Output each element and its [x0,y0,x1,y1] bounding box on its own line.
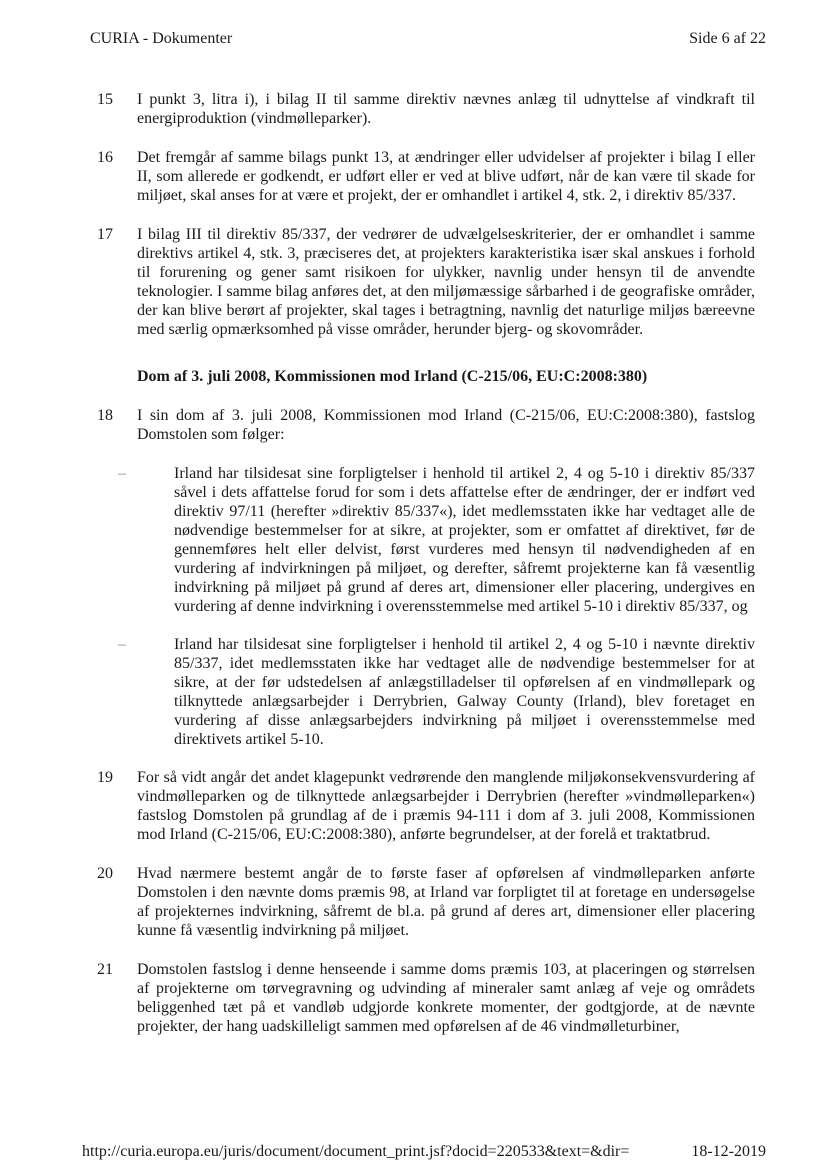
paragraph-19 [97,768,755,844]
paragraph-number: 15 [97,91,113,108]
paragraph-text: I sin dom af 3. juli 2008, Kommissionen mod Irland (C-215/06, EU:C:2008:380), fastslog Domstolen som følger: [137,407,755,443]
indent-item-2 [97,635,755,749]
paragraph-17 [97,225,755,339]
paragraph-number: 20 [97,865,113,882]
paragraph-text: Hvad nærmere bestemt angår de to første faser af opførelsen af vindmølleparken anførte Domstolen i den nævnte doms præmis 98, at Irland var forpligtet til at foretage en undersøgelse af projekternes indvirkning, såfremt de bl.a. på grund af deres art, dimensioner eller placering kunne få væsentlig indvirkning på miljøet. [137,865,755,939]
paragraph-number: 16 [97,149,113,166]
print-date: 18-12-2019 [691,1143,766,1160]
paragraph-20 [97,864,755,940]
paragraph-text: I punkt 3, litra i), i bilag II til samme direktiv nævnes anlæg til udnyttelse af vindkraft til energiproduktion (vindmølleparker). [137,91,755,127]
paragraph-text: Det fremgår af samme bilags punkt 13, at ændringer eller udvidelser af projekter i bilag I eller II, som allerede er godkendt, er udført eller er ved at blive udført, når de kan være til skade for miljøet, skal anses for at være et projekt, der er omhandlet i artikel 4, stk. 2, i direktiv 85/337. [137,149,755,204]
section-heading: Dom af 3. juli 2008, Kommissionen mod Irland (C-215/06, EU:C:2008:380) [137,368,648,385]
paragraph-15 [97,90,755,128]
paragraph-text: Domstolen fastslog i denne henseende i samme doms præmis 103, at placeringen og størrelsen af projekterne om tørvegravning og udvinding af mineraler samt anlæg af veje og områdets beliggenhed tæt på et vandløb udgjorde konkrete momenter, der godtgjorde, at de nævnte projekter, der hang uadskilleligt sammen med opførelsen af de 46 vindmølleturbiner, [137,961,755,1035]
paragraph-16 [97,148,755,205]
paragraph-text: For så vidt angår det andet klagepunkt vedrørende den manglende miljøkonsekvensvurdering af vindmølleparken og de tilknyttede anlægsarbejder i Derrybrien (herefter »vindmølleparken«) fastslog Domstolen på grundlag af de i præmis 94-111 i dom af 3. juli 2008, Kommissionen mod Irland (C-215/06, EU:C:2008:380), anførte begrundelser, at der forelå et traktatbrud. [137,769,755,843]
dash-bullet: – [118,636,126,653]
indent-item-1 [97,464,755,616]
indent-text: Irland har tilsidesat sine forpligtelser i henhold til artikel 2, 4 og 5-10 i direktiv 85/337 såvel i dets affattelse forud for som i dets affattelse efter de ændringer, der er indført ved direktiv 97/11 (herefter »direktiv 85/337«), idet medlemsstaten ikke har vedtaget alle de nødvendige bestemmelser for at sikre, at projekter, som er omfattet af direktivet, før de gennemføres helt eller delvist, først vurderes med hensyn til nødvendigheden af en vurdering af indvirkningen på miljøet, og derefter, såfremt projekterne kan få væsentlig indvirkning på miljøet på grund af deres art, dimensioner eller placering, undergives en vurdering af denne indvirkning i overensstemmelse med artikel 5-10 i direktiv 85/337, og [174,465,755,615]
indent-text: Irland har tilsidesat sine forpligtelser i henhold til artikel 2, 4 og 5-10 i nævnte direktiv 85/337, idet medlemsstaten ikke har vedtaget alle de nødvendige bestemmelser for at sikre, at der før udstedelsen af anlægstilladelser til opførelsen af en vindmøllepark og tilknyttede anlægsarbejder i Derrybrien, Galway County (Irland), blev foretaget en vurdering af disse anlægsarbejders indvirkning på miljøet i overensstemmelse med direktivets artikel 5-10. [174,636,755,748]
dash-bullet: – [118,465,126,482]
paragraph-number: 17 [97,226,113,243]
paragraph-number: 19 [97,769,113,786]
page-number: Side 6 af 22 [689,30,766,47]
paragraph-text: I bilag III til direktiv 85/337, der vedrører de udvælgelseskriterier, der er omhandlet i samme direktivs artikel 4, stk. 3, præciseres det, at projekters karakteristika især skal anskues i forhold til forurening og gener samt risikoen for ulykker, navnlig under hensyn til de anvendte teknologier. I samme bilag anføres det, at den miljømæssige sårbarhed i de geografiske områder, der kan blive berørt af projekter, skal tages i betragtning, navnlig det naturlige miljøs bæreevne med særlig opmærksomhed på visse områder, herunder bjerg- og skovområder. [137,226,755,338]
paragraph-number: 21 [97,961,113,978]
document-body [97,90,755,1056]
document-title: CURIA - Dokumenter [90,30,233,47]
paragraph-number: 18 [97,407,113,424]
page-header [90,30,766,54]
document-url[interactable]: http://curia.europa.eu/juris/document/document_print.jsf?docid=220533&text=&dir= [82,1143,630,1160]
paragraph-18 [97,406,755,444]
page-footer [82,1143,766,1169]
paragraph-21 [97,960,755,1036]
